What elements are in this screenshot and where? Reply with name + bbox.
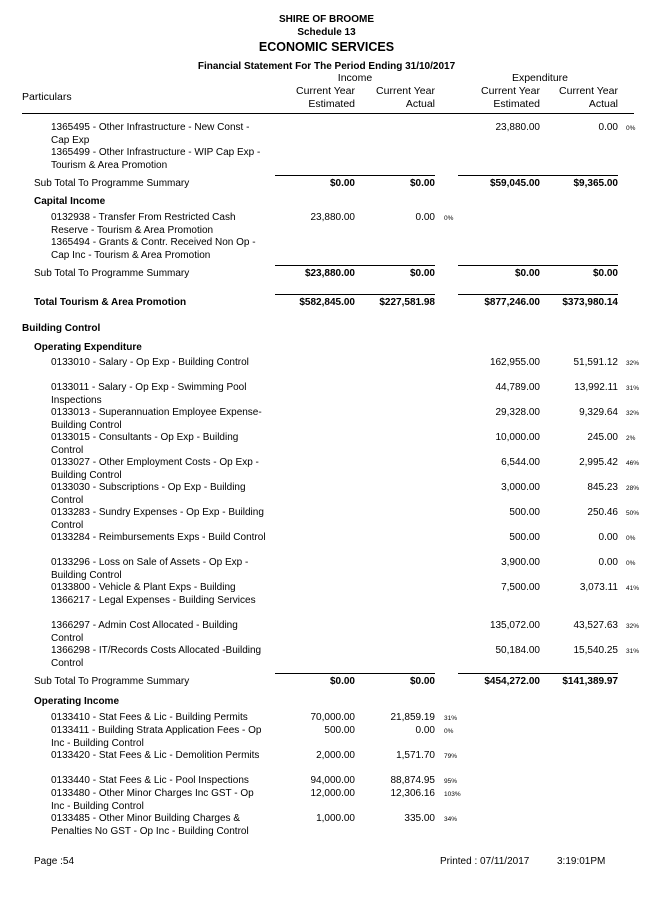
line-item-description: 0132938 - Transfer From Restricted Cash Reserve - Tourism & Area Promotion (51, 212, 236, 236)
subtotal-rule (458, 265, 618, 266)
expenditure-percent: 0% (626, 560, 636, 567)
section-heading: Capital Income (34, 196, 106, 207)
income-estimated: 1,000.00 (316, 813, 355, 824)
income-actual: 335.00 (404, 813, 435, 824)
income-actual: 88,874.95 (390, 775, 435, 786)
line-item-description: 1366297 - Admin Cost Allocated - Building Control (51, 620, 238, 644)
expenditure-actual-header (533, 85, 618, 111)
section-heading: Operating Expenditure (34, 342, 142, 353)
expenditure-percent: 31% (626, 385, 640, 392)
subtotal-rule (275, 265, 435, 266)
income-actual: 0.00 (415, 725, 435, 736)
line-item-description: 0133015 - Consultants - Op Exp - Building Control (51, 432, 239, 456)
expenditure-estimated: 162,955.00 (489, 357, 540, 368)
income-actual-header (350, 85, 435, 111)
income-actual: $227,581.98 (379, 297, 435, 308)
income-estimated: 70,000.00 (310, 712, 355, 723)
line-item-description: 1365499 - Other Infrastructure - WIP Cap Exp - Tourism & Area Promotion (51, 147, 261, 171)
line-item-description: 1365495 - Other Infrastructure - New Const - Cap Exp (51, 122, 250, 146)
income-percent: 103% (444, 791, 461, 798)
expenditure-percent: 32% (626, 410, 640, 417)
expenditure-actual: $141,389.97 (562, 676, 618, 687)
header-line: Current Year (376, 85, 435, 97)
printed-time: 3:19:01PM (557, 856, 606, 867)
line-item-description: 0133480 - Other Minor Charges Inc GST - Op Inc - Building Control (51, 788, 254, 812)
line-item-description: 0133420 - Stat Fees & Lic - Demolition Permits (51, 750, 260, 761)
income-actual: 0.00 (415, 212, 435, 223)
subtotal-rule (458, 175, 618, 176)
header-line: Current Year (481, 85, 540, 97)
income-actual: $0.00 (409, 676, 435, 687)
section-heading: Operating Income (34, 696, 120, 707)
line-item-description: 0133284 - Reimbursements Exps - Build Control (51, 532, 266, 543)
expenditure-actual: 9,329.64 (579, 407, 618, 418)
income-estimated: 12,000.00 (310, 788, 355, 799)
line-item-description: 1366298 - IT/Records Costs Allocated -Building Control (51, 645, 262, 669)
expenditure-estimated: $877,246.00 (484, 297, 540, 308)
expenditure-actual: 0.00 (598, 557, 618, 568)
income-estimated-header (270, 85, 355, 111)
particulars-header: Particulars (22, 91, 72, 103)
income-estimated: $23,880.00 (304, 268, 355, 279)
expenditure-percent: 31% (626, 648, 640, 655)
expenditure-actual: 15,540.25 (573, 645, 618, 656)
income-actual: $0.00 (409, 268, 435, 279)
line-item-description: 0133296 - Loss on Sale of Assets - Op Exp - Building Control (51, 557, 249, 581)
expenditure-actual: 3,073.11 (579, 582, 618, 593)
expenditure-actual: $373,980.14 (562, 297, 618, 308)
expenditure-estimated: 135,072.00 (489, 620, 540, 631)
expenditure-estimated: 6,544.00 (501, 457, 540, 468)
income-percent: 34% (444, 816, 458, 823)
expenditure-estimated: 23,880.00 (495, 122, 540, 133)
expenditure-actual: 43,527.63 (573, 620, 618, 631)
line-item-description: 1365494 - Grants & Contr. Received Non Op - Cap Inc - Tourism & Area Promotion (51, 237, 256, 261)
income-estimated: $0.00 (329, 676, 355, 687)
income-estimated: 2,000.00 (316, 750, 355, 761)
header-line: Current Year (559, 85, 618, 97)
expenditure-estimated-header (455, 85, 540, 111)
subtotal-label: Sub Total To Programme Summary (34, 268, 190, 279)
income-estimated: $0.00 (329, 178, 355, 189)
total-rule (458, 294, 618, 295)
line-item-description: 0133440 - Stat Fees & Lic - Pool Inspections (51, 775, 249, 786)
income-percent: 79% (444, 753, 458, 760)
org-name: SHIRE OF BROOME (278, 14, 374, 25)
header-line: Estimated (493, 98, 540, 110)
expenditure-percent: 0% (626, 125, 636, 132)
expenditure-estimated: 44,789.00 (495, 382, 540, 393)
header-divider (22, 113, 634, 114)
expenditure-actual: 0.00 (598, 532, 618, 543)
expenditure-estimated: 500.00 (509, 507, 540, 518)
income-estimated: 94,000.00 (310, 775, 355, 786)
expenditure-actual: 2,995.42 (579, 457, 618, 468)
subtotal-rule (458, 673, 618, 674)
subtotal-rule (275, 673, 435, 674)
line-item-description: 0133027 - Other Employment Costs - Op Exp - Building Control (51, 457, 259, 481)
page-number: Page :54 (34, 856, 75, 867)
expenditure-estimated: $454,272.00 (484, 676, 540, 687)
expenditure-estimated: $0.00 (514, 268, 540, 279)
expenditure-estimated: $59,045.00 (489, 178, 540, 189)
header-line: Estimated (308, 98, 355, 110)
expenditure-percent: 41% (626, 585, 640, 592)
expenditure-percent: 2% (626, 435, 636, 442)
expenditure-percent: 28% (626, 485, 640, 492)
expenditure-estimated: 7,500.00 (501, 582, 540, 593)
expenditure-estimated: 500.00 (509, 532, 540, 543)
income-estimated: 500.00 (324, 725, 355, 736)
expenditure-percent: 0% (626, 535, 636, 542)
expenditure-estimated: 29,328.00 (495, 407, 540, 418)
page-subtitle: Financial Statement For The Period Ending 31/10/2017 (197, 61, 456, 72)
income-actual: 12,306.16 (390, 788, 435, 799)
header-line: Actual (405, 98, 435, 110)
expenditure-actual: 13,992.11 (574, 382, 618, 393)
income-actual: 21,859.19 (390, 712, 435, 723)
income-header: Income (337, 72, 373, 84)
expenditure-estimated: 10,000.00 (495, 432, 540, 443)
expenditure-estimated: 3,900.00 (501, 557, 540, 568)
schedule-label: Schedule 13 (297, 27, 356, 38)
expenditure-estimated: 50,184.00 (495, 645, 540, 656)
expenditure-actual: 845.23 (587, 482, 618, 493)
line-item-description: 0133800 - Vehicle & Plant Exps - Building (51, 582, 236, 593)
expenditure-percent: 46% (626, 460, 640, 467)
line-item-description: 0133011 - Salary - Op Exp - Swimming Pool Inspections (51, 382, 247, 406)
subtotal-rule (275, 175, 435, 176)
header-line: Current Year (296, 85, 355, 97)
expenditure-estimated: 3,000.00 (501, 482, 540, 493)
printed-date: Printed : 07/11/2017 (440, 856, 530, 867)
income-percent: 95% (444, 778, 458, 785)
subtotal-label: Sub Total To Programme Summary (34, 676, 190, 687)
total-rule (275, 294, 435, 295)
expenditure-actual: $9,365.00 (573, 178, 618, 189)
program-heading: Building Control (22, 323, 101, 334)
income-actual: 1,571.70 (396, 750, 435, 761)
total-label: Total Tourism & Area Promotion (34, 297, 187, 308)
page-title: ECONOMIC SERVICES (258, 40, 395, 54)
income-percent: 0% (444, 728, 454, 735)
expenditure-actual: $0.00 (592, 268, 618, 279)
expenditure-actual: 245.00 (587, 432, 618, 443)
line-item-description: 0133010 - Salary - Op Exp - Building Control (51, 357, 249, 368)
income-percent: 31% (444, 715, 458, 722)
expenditure-percent: 50% (626, 510, 640, 517)
income-estimated: 23,880.00 (310, 212, 355, 223)
line-item-description: 0133283 - Sundry Expenses - Op Exp - Building Control (51, 507, 264, 531)
expenditure-actual: 250.46 (587, 507, 618, 518)
line-item-description: 0133410 - Stat Fees & Lic - Building Permits (51, 712, 248, 723)
line-item-description: 0133411 - Building Strata Application Fees - Op Inc - Building Control (51, 725, 262, 749)
income-actual: $0.00 (409, 178, 435, 189)
expenditure-percent: 32% (626, 623, 640, 630)
expenditure-actual: 0.00 (598, 122, 618, 133)
expenditure-header: Expenditure (511, 72, 569, 84)
line-item-description: 0133030 - Subscriptions - Op Exp - Building Control (51, 482, 246, 506)
income-percent: 0% (444, 215, 454, 222)
line-item-description: 0133013 - Superannuation Employee Expense- Building Control (51, 407, 262, 431)
income-estimated: $582,845.00 (299, 297, 355, 308)
line-item-description: 1366217 - Legal Expenses - Building Services (51, 595, 256, 606)
subtotal-label: Sub Total To Programme Summary (34, 178, 190, 189)
expenditure-percent: 32% (626, 360, 640, 367)
header-line: Actual (588, 98, 618, 110)
expenditure-actual: 51,591.12 (573, 357, 618, 368)
line-item-description: 0133485 - Other Minor Building Charges & Penalties No GST - Op Inc - Building Control (51, 813, 249, 837)
